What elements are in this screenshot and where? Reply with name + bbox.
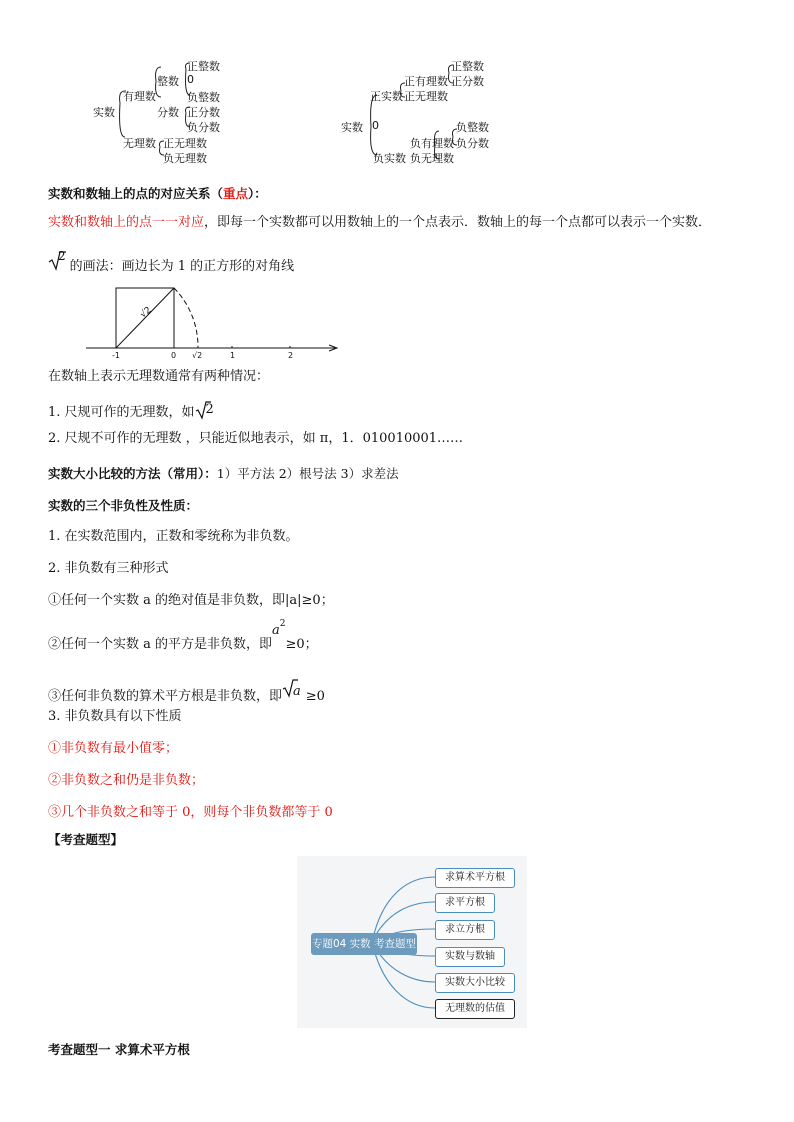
case1-radicand: 2 bbox=[205, 402, 214, 417]
tick-label-sqrt2: √2 bbox=[192, 351, 203, 360]
tree2-neg-frac: 负分数 bbox=[456, 137, 489, 150]
mindmap-node-sqrt: 求平方根 bbox=[435, 893, 495, 913]
tree1-pos-int: 正整数 bbox=[187, 60, 220, 73]
sqrt2-radicand: 2 bbox=[58, 249, 66, 263]
nonneg-rule2: ②非负数之和仍是非负数； bbox=[48, 773, 205, 788]
tree1-fraction: 分数 bbox=[157, 106, 179, 119]
nonneg-form2 bbox=[48, 619, 318, 655]
tree1-zero: 0 bbox=[187, 73, 194, 86]
form3-radicand: a bbox=[293, 684, 301, 699]
exam-mindmap bbox=[297, 856, 527, 1028]
correspondence-line bbox=[48, 214, 711, 232]
tree2-pos-int: 正整数 bbox=[451, 60, 484, 73]
diagonal-label: √2 bbox=[138, 305, 154, 321]
correspondence-red-text: 实数和数轴上的点一一对应 bbox=[48, 215, 205, 230]
tick-label-0: 0 bbox=[171, 351, 177, 360]
irrational-case2: 2. 尺规不可作的无理数 ，只能近似地表示，如 π，1．010010001…… bbox=[48, 431, 464, 446]
tree1-irrational: 无理数 bbox=[123, 137, 156, 150]
exam-type1-heading: 考查题型一 求算术平方根 bbox=[48, 1042, 190, 1057]
tree2-root: 实数 bbox=[341, 121, 363, 134]
tree1-pos-irr: 正无理数 bbox=[163, 137, 207, 150]
mindmap-center-node: 专题04 实数 考查题型 bbox=[311, 933, 417, 955]
form2-base: a bbox=[272, 623, 280, 638]
tick-label-minus1: -1 bbox=[112, 351, 120, 360]
compare-heading: 实数大小比较的方法（常用）： bbox=[48, 466, 217, 481]
tree1-integer: 整数 bbox=[157, 75, 179, 88]
irrational-case1 bbox=[48, 400, 219, 422]
tree1-pos-frac: 正分数 bbox=[187, 106, 220, 119]
form2-end: ≥0； bbox=[285, 637, 318, 652]
heading-end-text: ）： bbox=[248, 186, 267, 201]
tree1-neg-irr: 负无理数 bbox=[163, 152, 207, 165]
case1-text: 1. 尺规可作的无理数，如 bbox=[48, 405, 195, 420]
tree2-pos-frac: 正分数 bbox=[451, 75, 484, 88]
nonneg-p2: 2. 非负数有三种形式 bbox=[48, 561, 169, 576]
nonneg-heading: 实数的三个非负性及性质： bbox=[48, 498, 199, 513]
heading-key-text: 重点 bbox=[223, 186, 249, 201]
correspondence-text: ，即每一个实数都可以用数轴上的一个点表示．数轴上的每一个点都可以表示一个实数． bbox=[204, 215, 712, 230]
nonneg-rule1: ①非负数有最小值零； bbox=[48, 741, 179, 756]
mindmap-node-numberline: 实数与数轴 bbox=[435, 947, 505, 967]
tree2-neg-rational: 负有理数 bbox=[410, 137, 454, 150]
tree1-rational: 有理数 bbox=[123, 90, 156, 103]
mindmap-node-cbrt: 求立方根 bbox=[435, 920, 495, 940]
exam-heading: 【考查题型】 bbox=[48, 832, 124, 847]
form2-text: ②任何一个实数 a 的平方是非负数，即 bbox=[48, 637, 273, 652]
form3-text: ③任何非负数的算术平方根是非负数，即 bbox=[48, 689, 283, 704]
nonneg-rule3: ③几个非负数之和等于 0，则每个非负数都等于 0 bbox=[48, 805, 333, 820]
tick-label-2: 2 bbox=[288, 351, 294, 360]
compare-methods bbox=[48, 464, 399, 482]
form2-exponent: 2 bbox=[279, 619, 286, 629]
mindmap-node-estimate: 无理数的估值 bbox=[435, 999, 515, 1019]
tree2-neg-irr: 负无理数 bbox=[410, 152, 454, 165]
tree2-neg-int: 负整数 bbox=[456, 121, 489, 134]
tree1-neg-frac: 负分数 bbox=[187, 121, 220, 134]
tree1-root: 实数 bbox=[93, 106, 115, 119]
sqrt2-method-text: 的画法：画边长为 1 的正方形的对角线 bbox=[69, 259, 295, 274]
tree2-pos-real: 正实数 bbox=[370, 90, 403, 103]
nonneg-p1: 1. 在实数范围内，正数和零统称为非负数。 bbox=[48, 529, 299, 544]
mindmap-node-compare: 实数大小比较 bbox=[435, 973, 515, 993]
form3-end: ≥0 bbox=[305, 689, 325, 704]
heading-text: 实数和数轴上的点的对应关系（ bbox=[48, 186, 224, 201]
nonneg-p3: 3. 非负数具有以下性质 bbox=[48, 709, 182, 724]
mindmap-node-arith-sqrt: 求算术平方根 bbox=[435, 868, 515, 888]
tree2-zero: 0 bbox=[372, 119, 379, 132]
tree2-pos-irr: 正无理数 bbox=[404, 90, 448, 103]
tick-label-1: 1 bbox=[230, 351, 236, 360]
compare-list: 1）平方法 2）根号法 3）求差法 bbox=[216, 466, 399, 481]
irrational-intro: 在数轴上表示无理数通常有两种情况： bbox=[48, 369, 270, 384]
nonneg-form3 bbox=[48, 678, 325, 706]
tree2-neg-real: 负实数 bbox=[373, 152, 406, 165]
nonneg-form1: ①任何一个实数 a 的绝对值是非负数，即|a|≥0； bbox=[48, 593, 334, 608]
tree2-pos-rational: 正有理数 bbox=[404, 75, 448, 88]
correspondence-heading bbox=[48, 184, 267, 202]
tree1-neg-int: 负整数 bbox=[187, 91, 220, 104]
number-line-figure bbox=[80, 280, 345, 362]
sqrt2-method-line bbox=[48, 250, 298, 272]
